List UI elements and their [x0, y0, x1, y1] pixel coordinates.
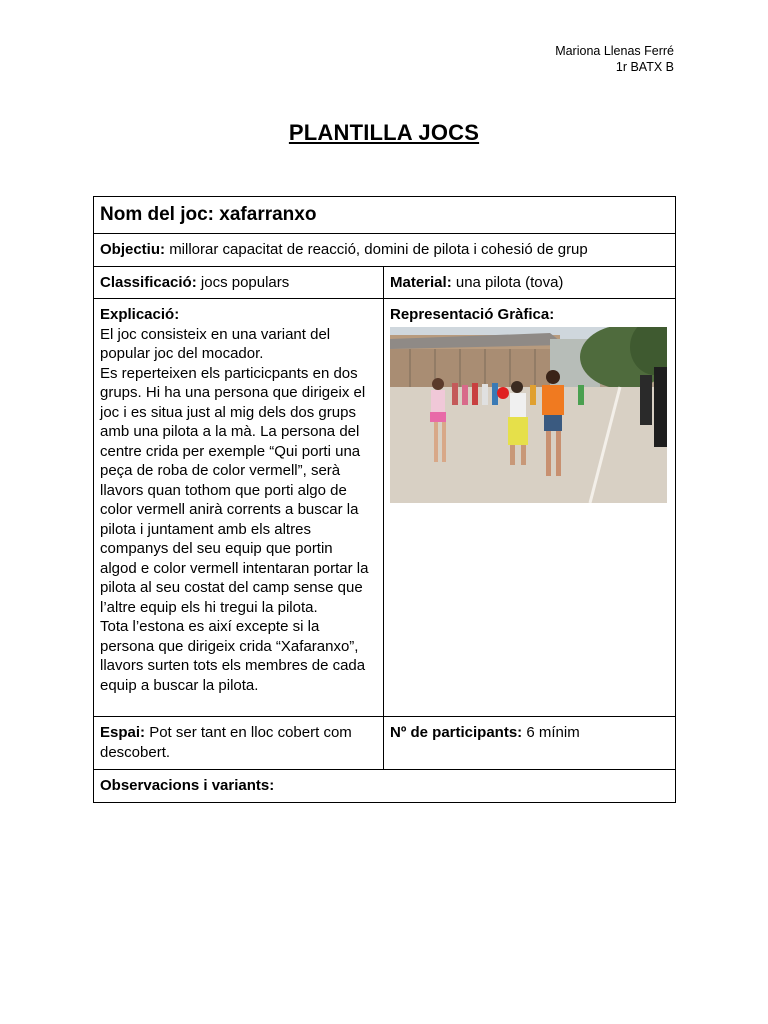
material-cell — [384, 266, 676, 299]
game-name-label: Nom del joc: — [100, 204, 215, 225]
explanation-line: persona que dirigeix crida “Xafaranxo”, — [100, 637, 359, 655]
game-photo-illustration — [390, 327, 667, 503]
explanation-line: algod e color vermell intentaran portar la — [100, 559, 369, 577]
explanation-line: popular joc del mocador. — [100, 345, 264, 362]
explanation-line: pilota i juntament amb els altres — [100, 520, 311, 538]
page-title: PLANTILLA JOCS — [288, 120, 480, 145]
classification-label: Classificació: — [100, 273, 197, 291]
classification-value: jocs populars — [200, 273, 290, 291]
objective-row — [94, 234, 676, 267]
explanation-label: Explicació: — [100, 306, 180, 323]
game-name-row — [94, 197, 676, 234]
observations-cell — [94, 770, 676, 803]
objective-label: Objectiu: — [100, 241, 166, 258]
classification-cell — [94, 266, 384, 299]
graphic-label: Representació Gràfica: — [390, 306, 555, 323]
game-name-value: xafarranxo — [219, 204, 317, 225]
objective-cell — [94, 234, 676, 267]
author-name: Mariona Llenas Ferré — [555, 44, 674, 58]
game-name-cell — [94, 197, 676, 234]
classification-material-row — [94, 266, 676, 299]
explanation-line: joc i es situa just al mig dels dos grups — [100, 403, 356, 421]
material-label: Material: — [390, 273, 452, 291]
explanation-row — [94, 299, 676, 717]
explanation-line: llavors quan tothom que porti algo de — [100, 481, 347, 499]
participants-cell — [384, 717, 676, 770]
material-value: una pilota (tova) — [455, 273, 564, 291]
explanation-cell — [94, 299, 384, 717]
explanation-line: grups. Hi ha una persona que dirigeix el — [100, 384, 366, 401]
explanation-line: Es reperteixen els particicpants en dos — [100, 364, 358, 382]
explanation-line: El joc consisteix en una variant del — [100, 325, 331, 343]
document-header — [555, 43, 674, 75]
explanation-line: color vermell anirà corrents a buscar la — [100, 501, 359, 518]
space-participants-row — [94, 717, 676, 770]
explanation-line: llavors surten tots els membres de cada — [100, 657, 366, 674]
game-photo — [390, 327, 667, 503]
explanation-line: amb una pilota a la mà. La persona del — [100, 423, 360, 440]
space-value: Pot ser tant en lloc cobert com descobert. — [100, 724, 352, 761]
explanation-line: peça de roba de color vermell”, serà — [100, 462, 341, 479]
explanation-line: Tota l’estona es així excepte si la — [100, 618, 320, 635]
space-cell — [94, 717, 384, 770]
space-label: Espai: — [100, 724, 146, 741]
explanation-line: equip a buscar la pilota. — [100, 676, 259, 694]
game-template-table — [93, 196, 676, 803]
explanation-line: l’altre equip els hi tregui la pilota. — [100, 598, 318, 616]
explanation-line: companys del seu equip que portin — [100, 540, 333, 557]
observations-row — [94, 770, 676, 803]
participants-label: Nº de participants: — [390, 724, 523, 741]
explanation-line: centre crida per exemple “Qui porti una — [100, 442, 361, 460]
objective-value: millorar capacitat de reacció, domini de pilota i cohesió de grup — [169, 241, 588, 258]
graphic-cell — [384, 299, 676, 717]
explanation-line: pilota al seu costat del camp sense que — [100, 579, 363, 596]
participants-value: 6 mínim — [526, 724, 580, 741]
observations-label: Observacions i variants: — [100, 777, 275, 794]
explanation-text — [100, 325, 377, 696]
class-group: 1r BATX B — [615, 60, 674, 74]
